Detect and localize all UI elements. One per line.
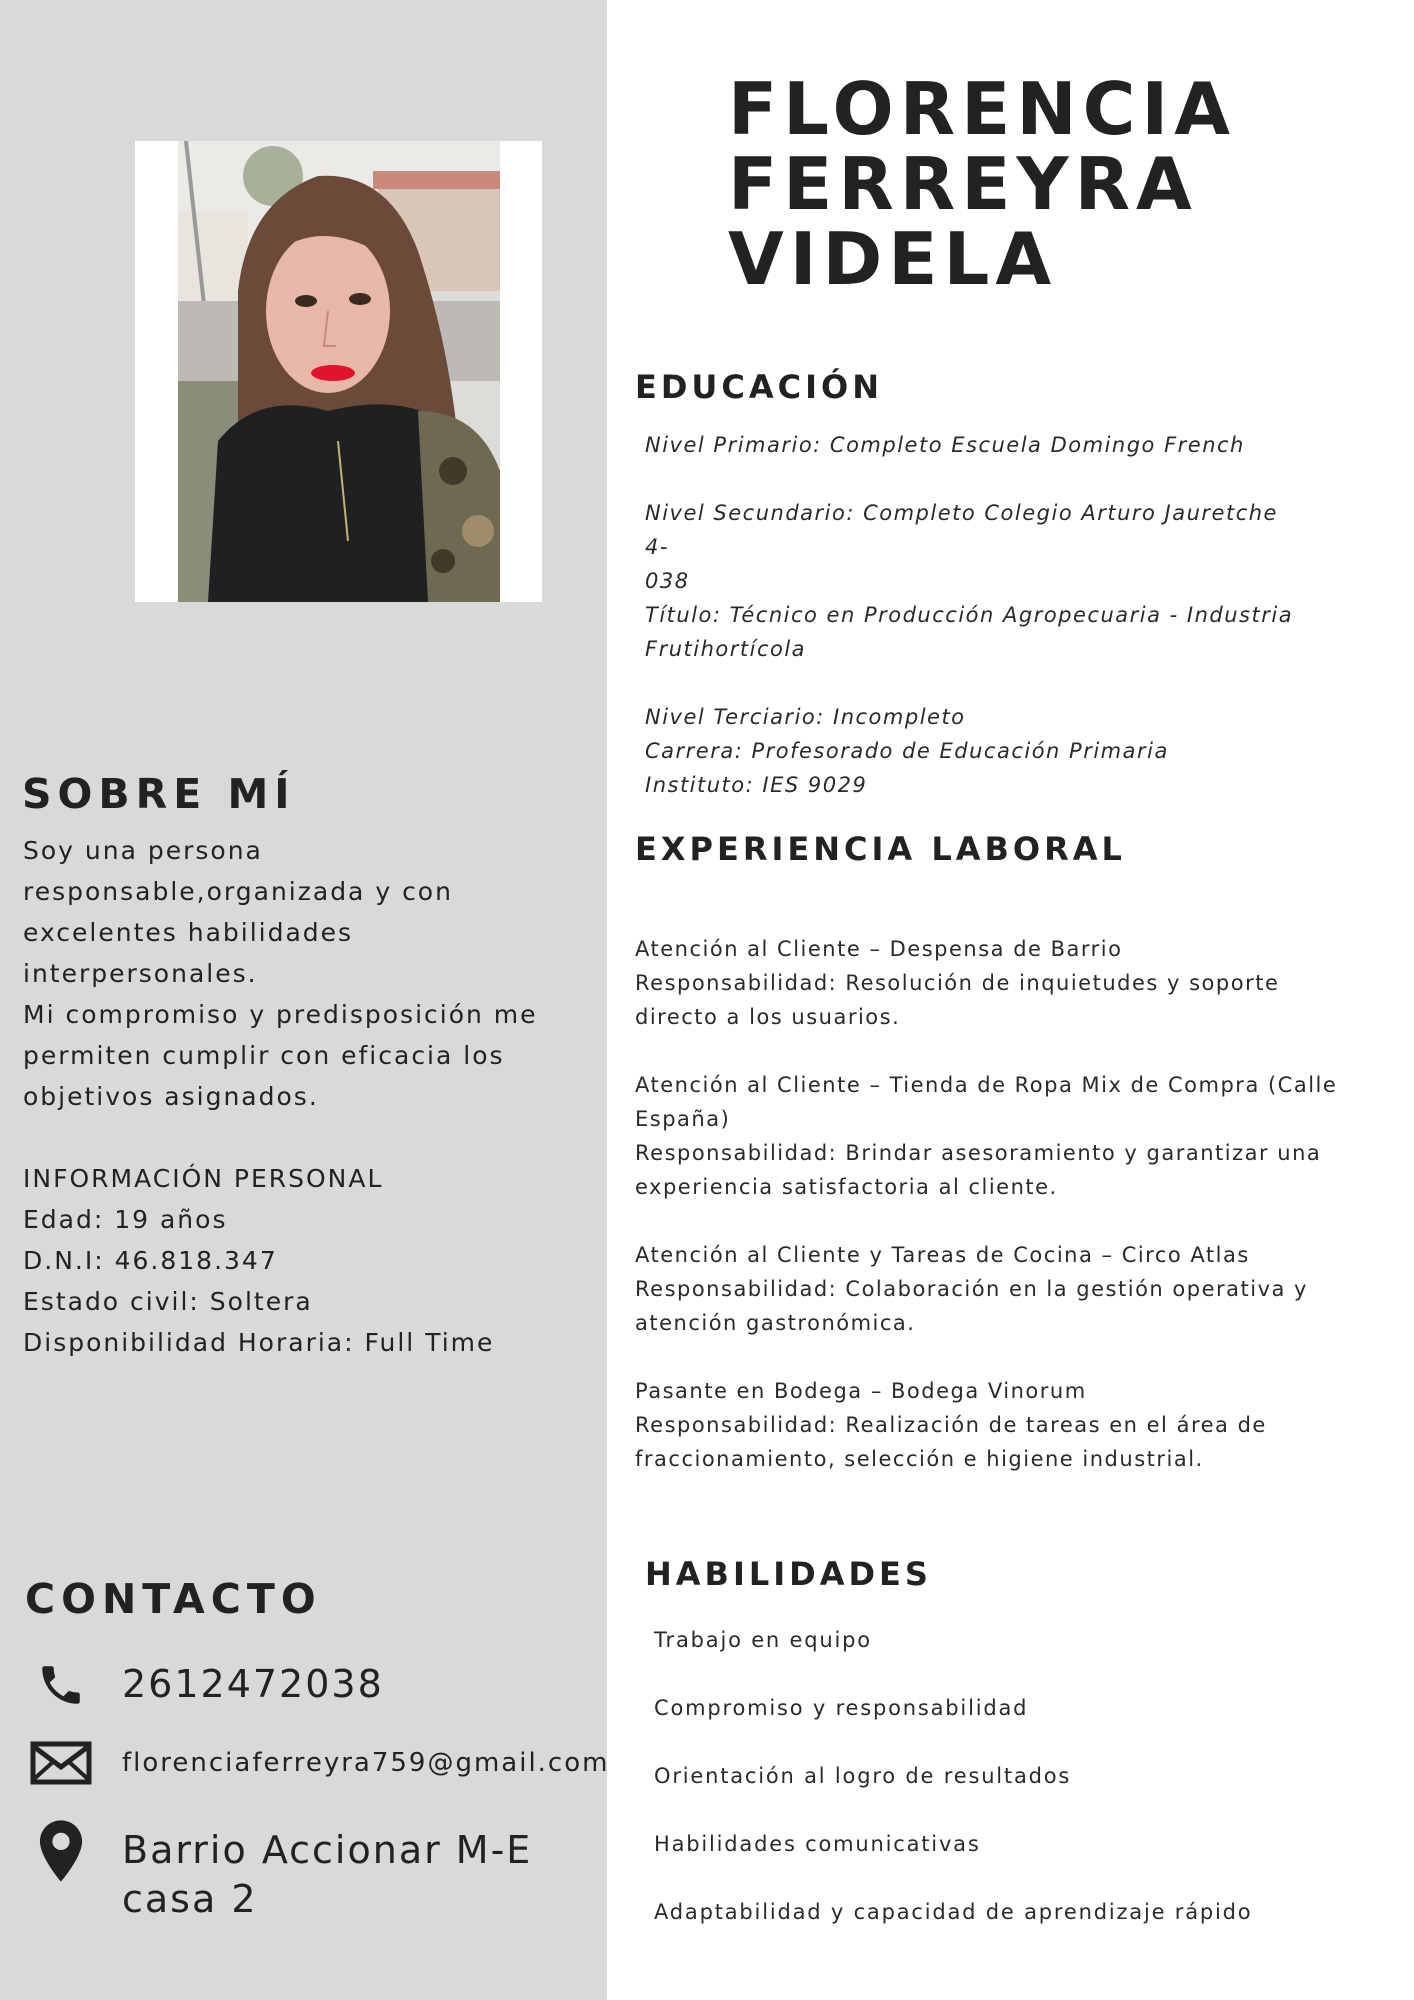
experience-detail: Responsabilidad: Realización de tareas en el área de fraccionamiento, selección e higiene industrial. — [635, 1413, 1267, 1471]
experience-item — [635, 1238, 1365, 1340]
skill-item: Trabajo en equipo — [654, 1628, 872, 1652]
about-text — [23, 830, 583, 1117]
experience-role: Pasante en Bodega – Bodega Vinorum — [635, 1379, 1087, 1403]
education-line: Nivel Secundario: Completo Colegio Arturo Jauretche 4- — [645, 501, 1278, 559]
education-section — [645, 428, 1295, 802]
education-title: EDUCACIÓN — [635, 368, 884, 406]
skills-title: HABILIDADES — [645, 1555, 932, 1593]
contact-address-line: Barrio Accionar M-E — [122, 1828, 533, 1872]
education-line — [645, 462, 1295, 496]
experience-section — [635, 932, 1365, 1510]
phone-icon — [36, 1660, 86, 1714]
envelope-icon — [30, 1741, 92, 1789]
experience-item — [635, 1068, 1365, 1204]
about-title: SOBRE MÍ — [22, 770, 296, 818]
education-line: Nivel Primario: Completo Escuela Domingo French — [645, 433, 1245, 457]
education-line: Carrera: Profesorado de Educación Primaria — [645, 739, 1169, 763]
name-line: FERREYRA — [728, 142, 1198, 226]
education-line: Nivel Terciario: Incompleto — [645, 705, 966, 729]
skill-item: Compromiso y responsabilidad — [654, 1696, 1029, 1720]
education-line: Frutihortícola — [645, 637, 807, 661]
personal-info-dni: D.N.I: 46.818.347 — [23, 1246, 278, 1275]
profile-photo-illustration — [178, 141, 500, 602]
education-line — [645, 666, 1295, 700]
contact-title: CONTACTO — [25, 1575, 322, 1623]
about-paragraph: Soy una persona responsable,organizada y con excelentes habilidades interpersonales. — [23, 836, 453, 988]
skill-item: Adaptabilidad y capacidad de aprendizaje rápido — [654, 1900, 1253, 1924]
personal-info-title: INFORMACIÓN PERSONAL — [23, 1164, 384, 1193]
personal-info-availability: Disponibilidad Horaria: Full Time — [23, 1328, 495, 1357]
experience-detail: Responsabilidad: Resolución de inquietudes y soporte directo a los usuarios. — [635, 971, 1280, 1029]
contact-address-line: casa 2 — [122, 1877, 258, 1921]
experience-role: Atención al Cliente – Despensa de Barrio — [635, 937, 1123, 961]
experience-role: Atención al Cliente – Tienda de Ropa Mix de Compra (Calle España) — [635, 1073, 1338, 1131]
full-name — [728, 67, 1236, 301]
profile-photo — [178, 141, 500, 602]
personal-info — [23, 1158, 583, 1363]
map-pin-icon — [38, 1820, 84, 1886]
experience-detail: Responsabilidad: Colaboración en la gestión operativa y atención gastronómica. — [635, 1277, 1308, 1335]
education-line: Título: Técnico en Producción Agropecuaria - Industria — [645, 603, 1294, 627]
education-line: 038 — [645, 569, 690, 593]
personal-info-civil-status: Estado civil: Soltera — [23, 1287, 313, 1316]
about-paragraph: Mi compromiso y predisposición me permiten cumplir con eficacia los objetivos asignados. — [23, 1000, 538, 1111]
contact-address — [122, 1826, 532, 1924]
skills-list — [654, 1623, 1354, 1963]
name-line: VIDELA — [728, 217, 1058, 301]
contact-email[interactable]: florenciaferreyra759@gmail.com — [122, 1748, 610, 1778]
profile-photo-frame — [135, 141, 542, 602]
experience-title: EXPERIENCIA LABORAL — [635, 830, 1126, 868]
experience-item — [635, 932, 1365, 1034]
experience-detail: Responsabilidad: Brindar asesoramiento y garantizar una experiencia satisfactoria al cliente. — [635, 1141, 1322, 1199]
name-line: FLORENCIA — [728, 67, 1236, 151]
sidebar — [0, 0, 610, 2000]
personal-info-age: Edad: 19 años — [23, 1205, 228, 1234]
skill-item: Habilidades comunicativas — [654, 1832, 981, 1856]
skill-item: Orientación al logro de resultados — [654, 1764, 1072, 1788]
experience-item — [635, 1374, 1365, 1476]
experience-role: Atención al Cliente y Tareas de Cocina – Circo Atlas — [635, 1243, 1250, 1267]
contact-phone[interactable]: 2612472038 — [122, 1662, 384, 1706]
education-line: Instituto: IES 9029 — [645, 773, 868, 797]
